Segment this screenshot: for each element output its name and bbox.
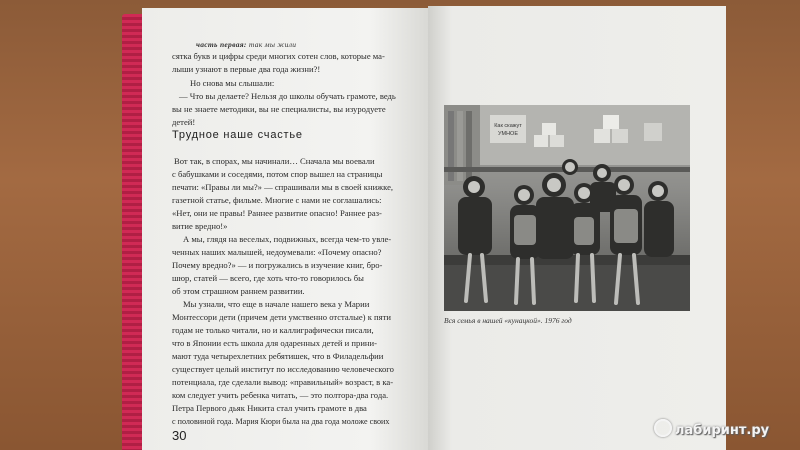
family-photo-illustration [444, 105, 690, 311]
text-line: ченных наших малышей, недоумевали: «Почему опасно? [172, 247, 382, 257]
text-line: об этом страшном раннем развитии. [172, 286, 305, 296]
text-line: газетной статье, фильме. Многие с нами не соглашались: [172, 195, 382, 205]
text-line: что в Японии есть школа для одаренных детей и прини- [172, 338, 377, 348]
text-line: Почему вредно?» — и погружались в изучение книг, бро- [172, 260, 383, 270]
text-line: шюр, статей — всего, где хоть что-то говорилось бы [172, 273, 364, 283]
text-line: потенциала, где сделали вывод: «правильный» возраст, в ка- [172, 377, 394, 387]
text-line: годам не только читали, но и каллиграфически писали, [172, 325, 374, 335]
text-line: Вот так, в спорах, мы начинали… Сначала мы воевали [174, 156, 375, 166]
text-line: витие вредно!» [172, 221, 228, 231]
text-line: с бабушками и соседями, потом спор вышел на страницы [172, 169, 383, 179]
page-number: 30 [172, 428, 187, 443]
labirint-logo-icon [654, 419, 672, 437]
text-line: «Нет, они не правы! Раннее развитие опасно! Раннее раз- [172, 208, 382, 218]
photo-caption: Вся семья в нашей «кунацкой». 1976 год [444, 316, 572, 325]
text-line: печати: «Правы ли мы?» — спрашивали мы в своей книжке, [172, 182, 394, 192]
watermark-text: лабиринт.ру [675, 423, 770, 438]
text-line: детей! [172, 117, 196, 127]
labirint-watermark [654, 419, 769, 438]
text-line: Монтессори дети (причем дети умственно отсталые) к пяти [172, 312, 391, 322]
text-line: Но снова мы слышали: [190, 78, 275, 88]
text-line: лыши узнают в первые два года жизни?! [172, 64, 321, 74]
text-line: с половиной года. Мария Кюри была на два года моложе своих [172, 417, 390, 426]
photo-sign-line1: Как скажут [494, 123, 522, 129]
family-photo [444, 105, 690, 311]
book-page-edges [122, 14, 142, 450]
running-head-title: так мы жили [248, 40, 297, 49]
text-line: Мы узнали, что еще в начале нашего века у Марии [183, 299, 370, 309]
text-line: вы не знаете методики, вы не специалисты, вы изуродуете [172, 104, 386, 114]
text-line: А мы, глядя на веселых, подвижных, всегда чем-то увле- [183, 234, 392, 244]
photo-sign-line2: УМНОЕ [498, 131, 518, 137]
text-line: ком следует учить ребенка читать, — это полтора-два года. [172, 390, 389, 400]
text-line: мают туда четырехлетних ребятишек, что в Филадельфии [172, 351, 384, 361]
running-head-part: часть первая: [196, 40, 247, 49]
text-line: сятка букв и цифры среди многих сотен слов, которые ма- [172, 51, 385, 61]
text-line: существует целый институт по исследованию человеческого [172, 364, 394, 374]
text-line: Петра Первого дьяк Никита стал учить грамоте в два [172, 403, 367, 413]
running-head [196, 40, 296, 49]
text-line: — Что вы делаете? Нельзя до школы обучать грамоте, ведь [179, 91, 396, 101]
section-heading: Трудное наше счастье [172, 129, 303, 141]
